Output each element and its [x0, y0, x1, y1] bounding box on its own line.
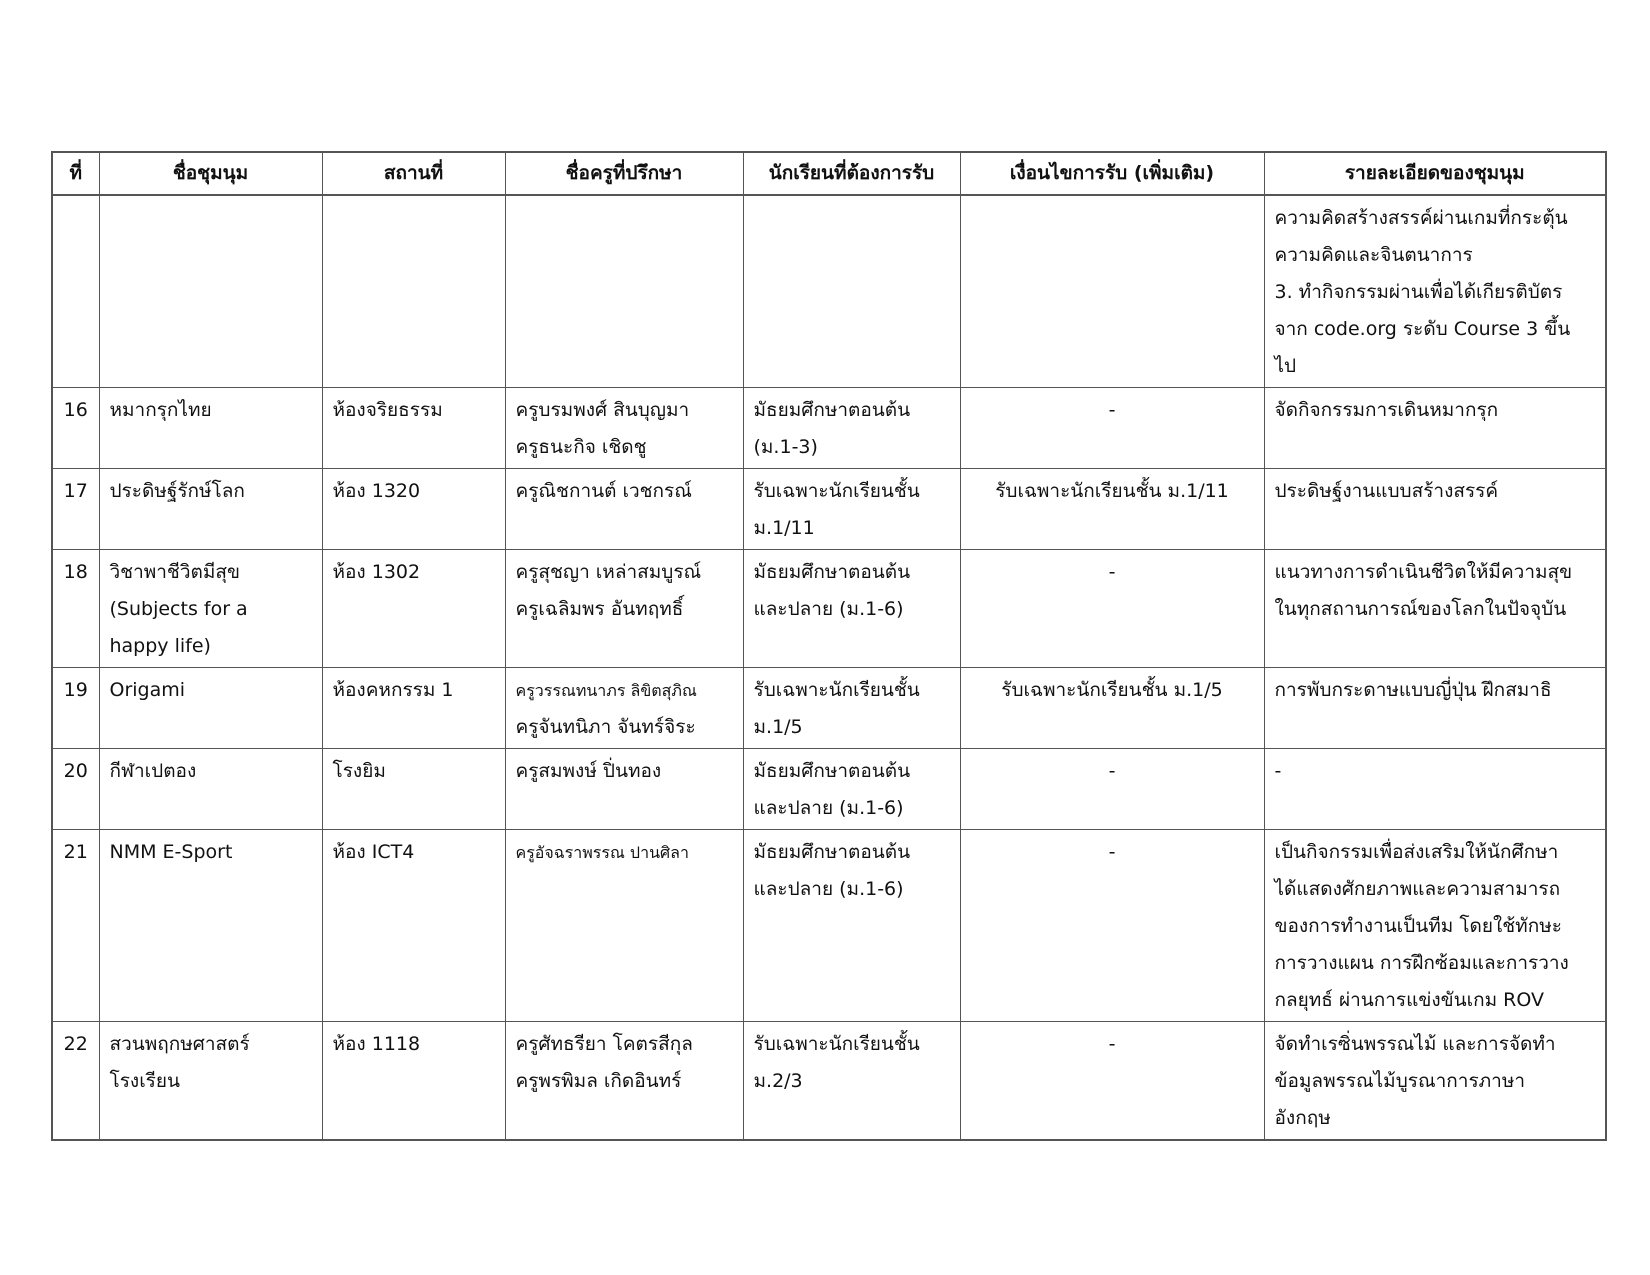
cell-details [1264, 830, 1606, 1022]
cell-no: 17 [52, 469, 99, 550]
students-line: รับเฉพาะนักเรียนชั้น [753, 480, 920, 502]
cell-condition: - [960, 1022, 1264, 1141]
cell-club-name [99, 388, 322, 469]
cell-no: 20 [52, 749, 99, 830]
cell-details [1264, 668, 1606, 749]
cell-club-name [99, 749, 322, 830]
cell-details [1264, 1022, 1606, 1141]
students-line: มัธยมศึกษาตอนต้น [753, 399, 911, 421]
students-line: รับเฉพาะนักเรียนชั้น [753, 679, 920, 701]
header-row [52, 152, 1606, 195]
students-line: มัธยมศึกษาตอนต้น [753, 561, 911, 583]
cell-advisor [505, 749, 743, 830]
club-name-line: โรงเรียน [109, 1070, 181, 1092]
cell-place: โรงยิม [322, 749, 505, 830]
header-advisor: ชื่อครูที่ปรึกษา [505, 152, 743, 195]
details-line: - [1274, 760, 1282, 782]
header-conditions: เงื่อนไขการรับ (เพิ่มเติม) [960, 152, 1264, 195]
header-no: ที่ [52, 152, 99, 195]
cell-club-name [99, 830, 322, 1022]
table-row [52, 388, 1606, 469]
header-place: สถานที่ [322, 152, 505, 195]
advisor-line: ครูสมพงษ์ ปิ่นทอง [515, 760, 662, 782]
cell-students [743, 550, 960, 668]
cell-condition: - [960, 550, 1264, 668]
details-line: การพับกระดาษแบบญี่ปุ่น ฝึกสมาธิ [1274, 679, 1552, 701]
cell-condition [960, 195, 1264, 388]
cell-no: 22 [52, 1022, 99, 1141]
table-row [52, 668, 1606, 749]
details-line: เป็นกิจกรรมเพื่อส่งเสริมให้นักศึกษา [1274, 841, 1559, 863]
cell-place [322, 195, 505, 388]
advisor-line: ครูอัจฉราพรรณ ปานศิลา [515, 843, 689, 862]
cell-club-name [99, 195, 322, 388]
cell-condition: - [960, 749, 1264, 830]
details-line: ได้แสดงศักยภาพและความสามารถ [1274, 878, 1561, 900]
students-line: (ม.1-3) [753, 436, 818, 458]
table-row-continued [52, 195, 1606, 388]
details-line: กลยุทธ์ ผ่านการแข่งขันเกม ROV [1274, 989, 1544, 1011]
students-line: มัธยมศึกษาตอนต้น [753, 760, 911, 782]
cell-students [743, 1022, 960, 1141]
details-line: อังกฤษ [1274, 1107, 1331, 1129]
header-students: นักเรียนที่ต้องการรับ [743, 152, 960, 195]
advisor-line: ครูสุชญา เหล่าสมบูรณ์ [515, 561, 702, 583]
details-line: จัดกิจกรรมการเดินหมากรุก [1274, 399, 1499, 421]
cell-place: ห้อง ICT4 [322, 830, 505, 1022]
advisor-line: ครูจันทนิภา จันทร์จิระ [515, 716, 696, 738]
details-line: ความคิดสร้างสรรค์ผ่านเกมที่กระตุ้น [1274, 207, 1568, 229]
cell-club-name [99, 668, 322, 749]
club-name-line: สวนพฤกษศาสตร์ [109, 1033, 250, 1055]
advisor-line: ครูวรรณทนาภร ลิขิตสุภิณ [515, 681, 697, 700]
table-row [52, 1022, 1606, 1141]
club-name-line: (Subjects for a [109, 598, 248, 620]
cell-students [743, 469, 960, 550]
table-row [52, 469, 1606, 550]
cell-no: 16 [52, 388, 99, 469]
header-club-name: ชื่อชุมนุม [99, 152, 322, 195]
students-line: มัธยมศึกษาตอนต้น [753, 841, 911, 863]
cell-details [1264, 550, 1606, 668]
details-line: ข้อมูลพรรณไม้บูรณาการภาษา [1274, 1070, 1526, 1092]
clubs-table [51, 151, 1607, 1141]
table-row [52, 550, 1606, 668]
cell-students [743, 830, 960, 1022]
cell-advisor [505, 1022, 743, 1141]
cell-condition: รับเฉพาะนักเรียนชั้น ม.1/5 [960, 668, 1264, 749]
cell-details [1264, 388, 1606, 469]
cell-advisor [505, 550, 743, 668]
cell-no: 19 [52, 668, 99, 749]
advisor-line: ครูศัทธรียา โคตรสีกุล [515, 1033, 693, 1055]
students-line: รับเฉพาะนักเรียนชั้น [753, 1033, 920, 1055]
club-name-line: happy life) [109, 635, 211, 657]
cell-place: ห้อง 1320 [322, 469, 505, 550]
details-line: ประดิษฐ์งานแบบสร้างสรรค์ [1274, 480, 1499, 502]
cell-advisor [505, 668, 743, 749]
cell-condition: รับเฉพาะนักเรียนชั้น ม.1/11 [960, 469, 1264, 550]
advisor-line: ครูพรพิมล เกิดอินทร์ [515, 1070, 682, 1092]
cell-details [1264, 469, 1606, 550]
cell-no [52, 195, 99, 388]
advisor-line: ครูบรมพงศ์ สินบุญมา [515, 399, 690, 421]
cell-advisor [505, 195, 743, 388]
details-line: 3. ทำกิจกรรมผ่านเพื่อได้เกียรติบัตร [1274, 281, 1563, 303]
details-line: ในทุกสถานการณ์ของโลกในปัจจุบัน [1274, 598, 1567, 620]
students-line: ม.1/11 [753, 517, 815, 539]
cell-club-name [99, 469, 322, 550]
details-line: การวางแผน การฝึกซ้อมและการวาง [1274, 952, 1569, 974]
students-line: และปลาย (ม.1-6) [753, 598, 904, 620]
cell-details [1264, 749, 1606, 830]
cell-place: ห้องจริยธรรม [322, 388, 505, 469]
cell-details [1264, 195, 1606, 388]
cell-place: ห้องคหกรรม 1 [322, 668, 505, 749]
cell-condition: - [960, 830, 1264, 1022]
cell-advisor [505, 388, 743, 469]
cell-advisor [505, 469, 743, 550]
cell-place: ห้อง 1302 [322, 550, 505, 668]
club-name-line: หมากรุกไทย [109, 399, 212, 421]
advisor-line: ครูเฉลิมพร อันทฤทธิ์ [515, 598, 684, 620]
details-line: ความคิดและจินตนาการ [1274, 244, 1473, 266]
cell-students [743, 195, 960, 388]
students-line: ม.2/3 [753, 1070, 803, 1092]
details-line: ไป [1274, 355, 1297, 377]
table-row [52, 830, 1606, 1022]
cell-students [743, 668, 960, 749]
advisor-line: ครูณิชกานต์ เวชกรณ์ [515, 480, 692, 502]
details-line: ของการทำงานเป็นทีม โดยใช้ทักษะ [1274, 915, 1562, 937]
students-line: ม.1/5 [753, 716, 803, 738]
table-row [52, 749, 1606, 830]
students-line: และปลาย (ม.1-6) [753, 797, 904, 819]
cell-students [743, 749, 960, 830]
students-line: และปลาย (ม.1-6) [753, 878, 904, 900]
cell-condition: - [960, 388, 1264, 469]
cell-students [743, 388, 960, 469]
club-name-line: ประดิษฐ์รักษ์โลก [109, 480, 245, 502]
details-line: แนวทางการดำเนินชีวิตให้มีความสุข [1274, 561, 1573, 583]
advisor-line: ครูธนะกิจ เชิดชู [515, 436, 647, 458]
cell-no: 21 [52, 830, 99, 1022]
details-line: จาก code.org ระดับ Course 3 ขึ้น [1274, 318, 1571, 340]
club-name-line: กีฬาเปตอง [109, 760, 197, 782]
cell-advisor [505, 830, 743, 1022]
club-name-line: NMM E-Sport [109, 841, 233, 863]
cell-club-name [99, 550, 322, 668]
cell-no: 18 [52, 550, 99, 668]
details-line: จัดทำเรซิ่นพรรณไม้ และการจัดทำ [1274, 1033, 1556, 1055]
cell-place: ห้อง 1118 [322, 1022, 505, 1141]
header-details: รายละเอียดของชุมนุม [1264, 152, 1606, 195]
club-name-line: Origami [109, 679, 186, 701]
cell-club-name [99, 1022, 322, 1141]
club-name-line: วิชาพาชีวิตมีสุข [109, 561, 240, 583]
